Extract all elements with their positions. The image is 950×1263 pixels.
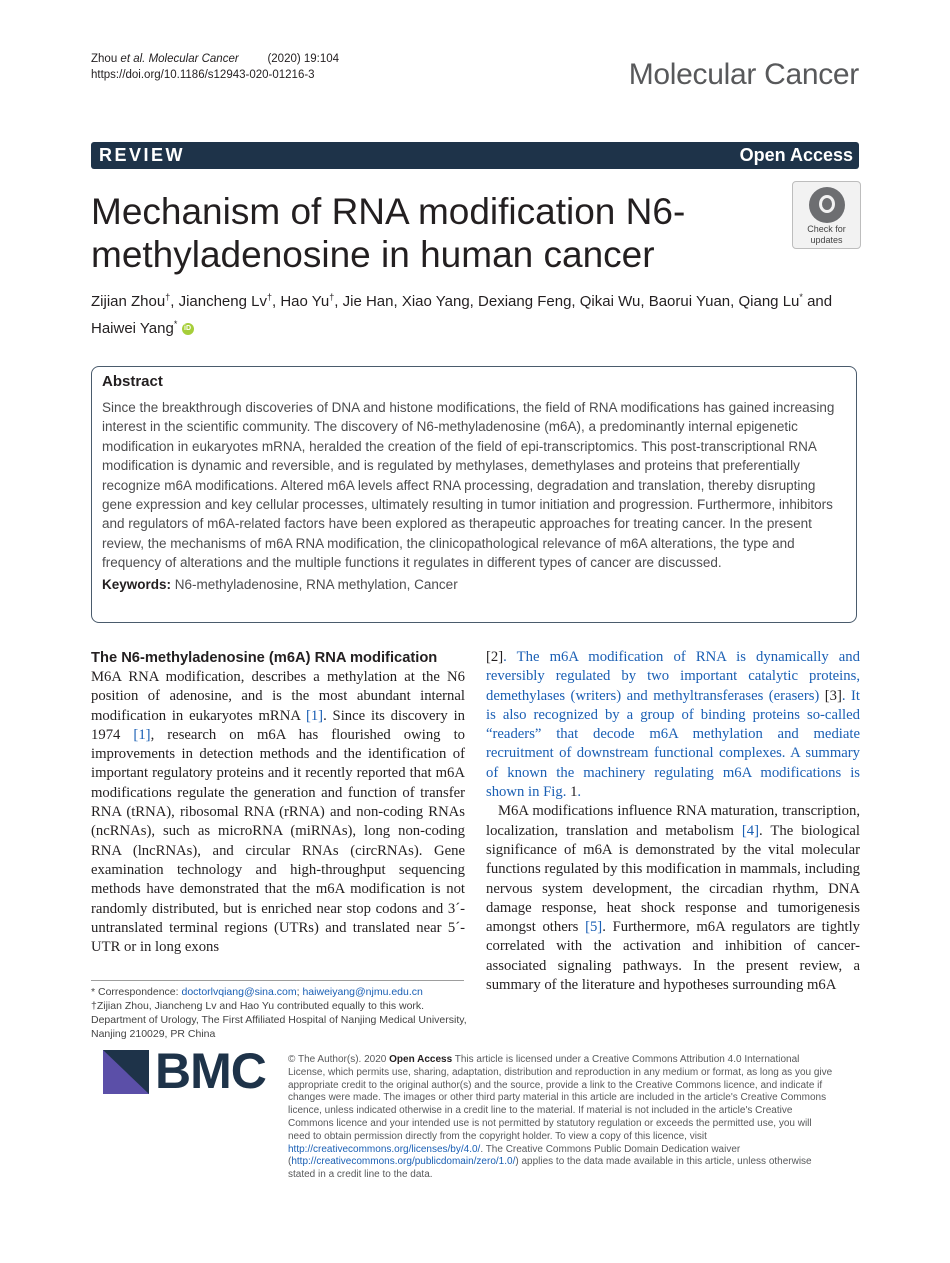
abstract-box (91, 366, 857, 623)
author-name: Baorui Yuan (648, 293, 731, 310)
citation-etal: et al. (120, 53, 146, 65)
author-name: Haiwei Yang (91, 320, 174, 337)
check-for-updates-button[interactable] (792, 181, 861, 249)
author-mark: * (799, 292, 803, 302)
email-link[interactable]: doctorlvqiang@sina.com (181, 986, 297, 998)
journal-name: Molecular Cancer (628, 58, 859, 91)
author-mark: † (329, 292, 335, 302)
open-access-label: Open Access (739, 145, 853, 165)
email-link[interactable]: haiweiyang@njmu.edu.cn (302, 986, 423, 998)
citation-link[interactable]: [1] (305, 707, 324, 724)
open-access-bold: Open Access (389, 1054, 453, 1065)
authors-and: and (807, 293, 833, 310)
keywords-label: Keywords: (102, 576, 172, 592)
keywords (102, 577, 846, 592)
abstract-text: Since the breakthrough discoveries of DNA and histone modifications, the field of RNA modifications has gained increasing interest in the scientific community. The discovery of N6-methyladenosine (m6A), a predominantly internal epigenetic modification in eukaryotes mRNA, heralded the creation of the field of epi-transcriptomics. This post-transcriptional RNA modification is dynamic and reversible, and is regulated by methylases, demethylases and proteins that preferentially recognize m6A modifications. Altered m6A levels affect RNA processing, degradation and translation, thereby disrupting gene expression and key cellular processes, ultimately resulting in tumor initiation and progression. Furthermore, inhibitors and regulators of m6A-related factors have been explored as therapeutic approaches for treating cancer. In the present review, the mechanisms of m6A RNA modification, the clinicopathological relevance of m6A alterations, the type and frequency of alterations and the multiple functions it regulates in different types of cancer are discussed. (102, 400, 835, 571)
cc0-url-link[interactable]: http://creativecommons.org/publicdomain/zero/1.0/ (291, 1156, 516, 1168)
check-updates-line1: Check for (807, 224, 846, 234)
correspondence-label: * Correspondence: (91, 986, 182, 998)
citation-link[interactable]: [4] (741, 822, 760, 839)
orcid-icon[interactable]: iD (182, 323, 194, 335)
author-name: Jiancheng Lv (178, 293, 267, 310)
license-url-link[interactable]: http://creativecommons.org/licenses/by/4.0/ (288, 1143, 481, 1155)
section-heading: The N6-methyladenosine (m6A) RNA modification (91, 650, 438, 666)
footnotes: * Correspondence: doctorlvqiang@sina.com; haiweiyang@njmu.edu.cn †Zijian Zhou, Jiancheng Lv and Hao Yu contributed equally to this work. Department of Urology, The First Affiliated Hospital of Nanjing Medical University, Nanjing 210029, PR China (91, 985, 471, 1041)
keywords-value: N6-methyladenosine, RNA methylation, Cancer (174, 576, 458, 592)
citation-journal: Molecular Cancer (148, 53, 239, 65)
author-name: Qikai Wu (579, 293, 641, 310)
citation-link[interactable]: . The m6A modification of RNA is dynamically and reversibly regulated by two important catalytic proteins, demethylases (writers) and methyltransferases (erasers) (486, 649, 860, 704)
author-name: Qiang Lu (738, 293, 800, 310)
article-type-banner (91, 142, 859, 169)
footnote-divider (91, 980, 464, 981)
citation-authors: Zhou (91, 53, 118, 65)
citation-link[interactable]: . It is also recognized by a group of binding proteins so-called “readers” that decode m6A methylation and mediate recruitment of downstream functional complexes. A summary of known the machinery regulating m6A modifications is shown in Fig. (486, 687, 860, 801)
check-updates-line2: updates (810, 235, 843, 245)
bmc-logo-icon (103, 1050, 149, 1094)
equal-contribution-note: †Zijian Zhou, Jiancheng Lv and Hao Yu contributed equally to this work. (91, 1000, 425, 1012)
doi-link[interactable]: https://doi.org/10.1186/s12943-020-01216-3 (91, 69, 315, 81)
abstract-heading: Abstract (102, 373, 163, 390)
author-mark: † (165, 292, 171, 302)
article-type-label: REVIEW (99, 145, 186, 165)
article-title: Mechanism of RNA modification N6-methyladenosine in human cancer (91, 191, 686, 275)
author-name: Zijian Zhou (91, 293, 166, 310)
citation-volume: (2020) 19:104 (267, 53, 340, 65)
paragraph-1-part2: [2]. The m6A modification of RNA is dynamically and reversibly regulated by two important catalytic proteins, demethylases (writers) and methyltransferases (erasers) [3]. It is also recognized by a group of binding proteins so-called “readers” that decode m6A methylation and mediate recruitment of downstream functional complexes. A summary of known the machinery regulating m6A modifications is shown in Fig. 1. (486, 649, 860, 801)
bmc-logo-text: BMC (155, 1043, 266, 1099)
body-column-left (91, 648, 465, 957)
author-list: Zijian Zhou†, Jiancheng Lv†, Hao Yu†, Jie Han, Xiao Yang, Dexiang Feng, Qikai Wu, Baorui Yuan, Qiang Lu* and Haiwei Yang* iD (91, 292, 833, 337)
bmc-logo (103, 1043, 268, 1099)
license-text: © The Author(s). 2020 Open Access This article is licensed under a Creative Commons Attribution 4.0 International License, which permits use, sharing, adaptation, distribution and reproduction in any medium or format, as long as you give appropriate credit to the original author(s) and the source, provide a link to the Creative Commons licence, and indicate if changes were made. The images or other third party material in this article are included in the article's Creative Commons licence, unless indicated otherwise in a credit line to the material. If material is not included in the article's Creative Commons licence and your intended use is not permitted by statutory regulation or exceeds the permitted use, you will need to obtain permission directly from the copyright holder. To view a copy of this licence, visit http://creativecommons.org/licenses/by/4.0/. The Creative Commons Public Domain Dedication waiver (http://creativecommons.org/publicdomain/zero/1.0/) applies to the data made available in this article, unless otherwise stated in a credit line to the data. (288, 1054, 833, 1181)
author-name: Dexiang Feng (478, 293, 572, 310)
affiliation: Department of Urology, The First Affiliated Hospital of Nanjing Medical University, Nanjing 210029, PR China (91, 1014, 467, 1040)
author-name: Hao Yu (280, 293, 330, 310)
author-name: Xiao Yang (401, 293, 470, 310)
body-column-right (486, 648, 860, 995)
author-mark: * (173, 319, 178, 329)
check-updates-icon (809, 187, 845, 223)
author-name: Jie Han (342, 293, 394, 310)
paragraph-2: M6A modifications influence RNA maturation, transcription, localization, translation and metabolism [4]. The biological significance of m6A is demonstrated by the vital molecular functions regulated by this modification in mammals, including nervous system development, the circadian rhythm, DNA damage response, heat shock response and tumorigenesis amongst others [5]. Furthermore, m6A regulators are tightly correlated with the activation and inhibition of cancer-associated signaling pathways. In the present review, a summary of the literature and hypotheses surrounding m6A (486, 803, 860, 994)
author-mark: † (266, 292, 272, 302)
figure-link[interactable]: . (577, 784, 582, 801)
running-header (91, 51, 339, 83)
citation-link[interactable]: [5] (585, 919, 603, 936)
citation-link[interactable]: [1] (133, 726, 151, 743)
paragraph-1-part1: M6A RNA modification, describes a methylation at the N6 position of adenosine, and is the most abundant internal modification in eukaryotes mRNA [1]. Since its discovery in 1974 [1], research on m6A has flourished owing to improvements in detection methods and the identification of important regulatory proteins and it recently reported that m6A modifications regulate the generation and function of transfer RNA (tRNA), ribosomal RNA (rRNA) and non-coding RNAs (ncRNAs), such as microRNA (miRNAs), long non-coding RNA (lncRNAs), and circular RNAs (circRNAs). Gene examination technology and high-throughput sequencing methods have demonstrated that the m6A modification is not randomly distributed, but is enriched near stop codons and 3´-untranslated terminal regions (UTRs) and translated near 5´-UTR or in long exons (91, 669, 465, 956)
